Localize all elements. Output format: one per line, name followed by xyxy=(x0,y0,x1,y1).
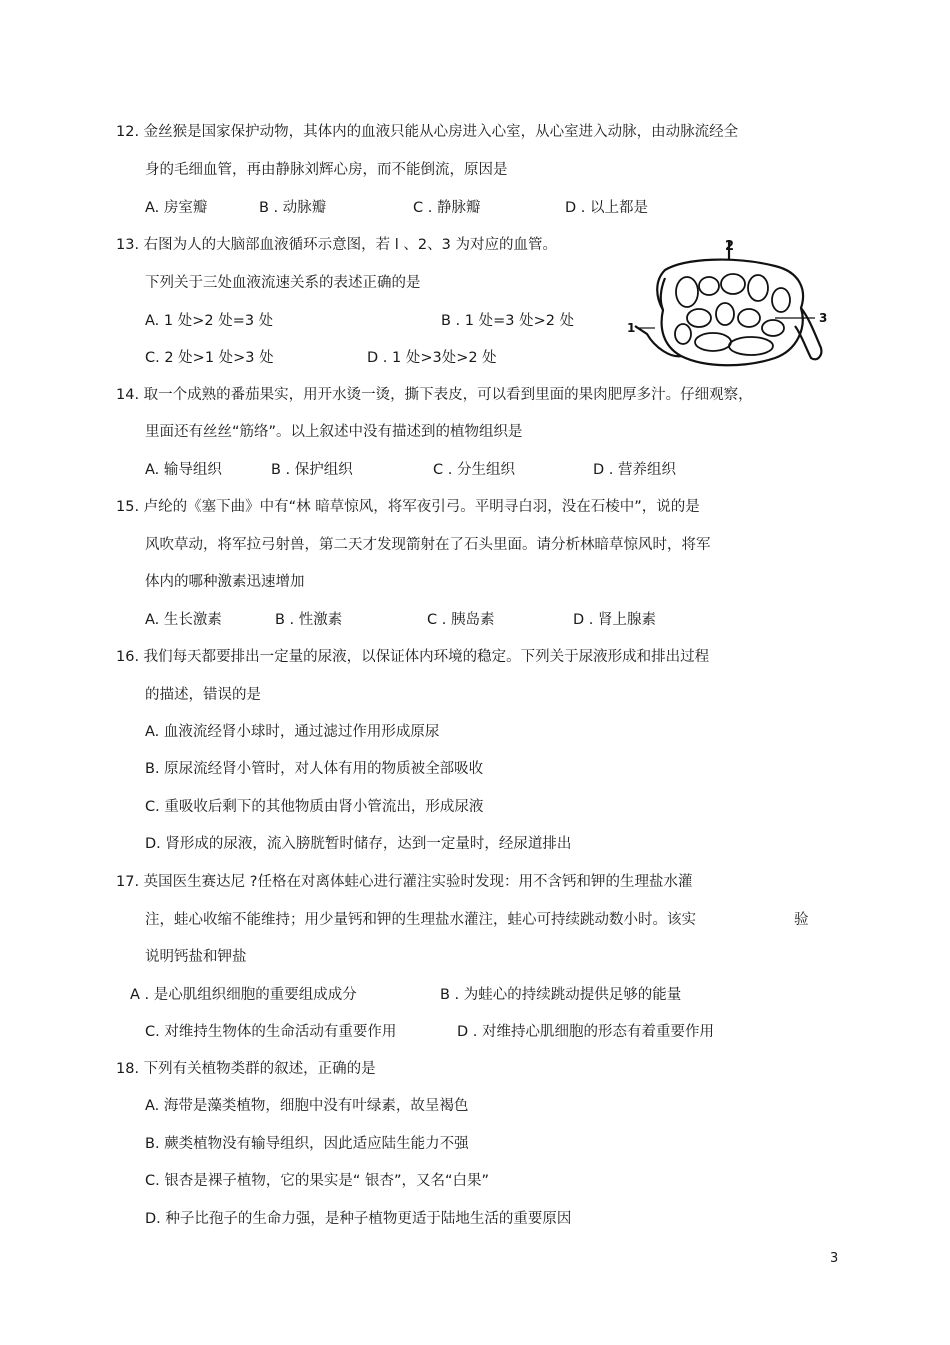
q18-option-b[interactable]: B. 蕨类植物没有输导组织，因此适应陆生能力不强 xyxy=(145,1136,469,1152)
q13-stem-line1: 13. 右图为人的大脑部血液循环示意图，若 l 、2、3 为对应的血管。 xyxy=(116,237,557,253)
q17-option-b[interactable]: B . 为蛙心的持续跳动提供足够的能量 xyxy=(440,987,682,1003)
q16-stem-line2: 的描述，错误的是 xyxy=(145,687,261,703)
q13-option-b[interactable]: B . 1 处=3 处>2 处 xyxy=(441,313,575,329)
figure-label-3: 3 xyxy=(819,311,828,325)
q15-option-b[interactable]: B . 性激素 xyxy=(275,612,343,628)
q17-options-row2 xyxy=(145,1022,745,1042)
q16-option-b[interactable]: B. 原尿流经肾小管时，对人体有用的物质被全部吸收 xyxy=(145,761,484,777)
q15-stem-line1: 15. 卢纶的《塞下曲》中有“林 暗草惊风，将军夜引弓。平明寻白羽，没在石棱中”，说的是 xyxy=(116,499,700,515)
q14-option-d[interactable]: D . 营养组织 xyxy=(593,462,676,478)
q12-stem-line2: 身的毛细血管，再由静脉刘辉心房，而不能倒流，原因是 xyxy=(145,162,508,178)
q16-option-d[interactable]: D. 肾形成的尿液，流入膀胱暂时储存，达到一定量时，经尿道排出 xyxy=(145,836,572,852)
q13-option-a[interactable]: A. 1 处>2 处=3 处 xyxy=(145,313,274,329)
q15-option-c[interactable]: C . 胰岛素 xyxy=(427,612,495,628)
q17-stem-line1: 17. 英国医生赛达尼 ?任格在对离体蛙心进行灌注实验时发现：用不含钙和钾的生理盐水灌 xyxy=(116,874,693,890)
q18-option-c[interactable]: C. 银杏是裸子植物，它的果实是“ 银杏”，又名“白果” xyxy=(145,1173,489,1189)
q12-options xyxy=(145,198,705,218)
q12-option-d[interactable]: D . 以上都是 xyxy=(565,200,648,216)
q16-stem-line1: 16. 我们每天都要排出一定量的尿液，以保证体内环境的稳定。下列关于尿液形成和排出过程 xyxy=(116,649,710,665)
q17-option-d[interactable]: D . 对维持心肌细胞的形态有着重要作用 xyxy=(457,1024,714,1040)
brain-circulation-figure xyxy=(625,238,835,380)
q14-option-b[interactable]: B . 保护组织 xyxy=(271,462,353,478)
q13-stem-line2: 下列关于三处血液流速关系的表述正确的是 xyxy=(145,275,421,291)
q16-option-c[interactable]: C. 重吸收后剩下的其他物质由肾小管流出，形成尿液 xyxy=(145,799,484,815)
figure-label-2: 2 xyxy=(725,239,735,254)
q17-stem-line2-tail: 验 xyxy=(794,912,809,928)
q14-option-c[interactable]: C . 分生组织 xyxy=(433,462,515,478)
figure-label-1: 1 xyxy=(627,321,636,335)
q18-stem-line1: 18. 下列有关植物类群的叙述，正确的是 xyxy=(116,1061,376,1077)
q15-stem-line2: 风吹草动，将军拉弓射兽，第二天才发现箭射在了石头里面。请分析林暗草惊风时，将军 xyxy=(145,537,711,553)
q17-stem-line3: 说明钙盐和钾盐 xyxy=(145,949,247,965)
q18-option-d[interactable]: D. 种子比孢子的生命力强，是种子植物更适于陆地生活的重要原因 xyxy=(145,1211,572,1227)
q17-option-a[interactable]: A . 是心肌组织细胞的重要组成成分 xyxy=(130,987,357,1003)
q17-options-row1 xyxy=(130,985,740,1005)
q13-options-row1 xyxy=(145,311,605,331)
q17-option-c[interactable]: C. 对维持生物体的生命活动有重要作用 xyxy=(145,1024,397,1040)
q15-options xyxy=(145,610,725,630)
q18-option-a[interactable]: A. 海带是藻类植物，细胞中没有叶绿素，故呈褐色 xyxy=(145,1098,469,1114)
q15-option-a[interactable]: A. 生长激素 xyxy=(145,612,222,628)
q12-option-c[interactable]: C . 静脉瓣 xyxy=(413,200,481,216)
q14-stem-line2: 里面还有丝丝“筋络”。以上叙述中没有描述到的植物组织是 xyxy=(145,424,523,440)
q14-stem-line1: 14. 取一个成熟的番茄果实，用开水烫一烫，撕下表皮，可以看到里面的果肉肥厚多汁。仔细观察， xyxy=(116,387,753,403)
page-number: 3 xyxy=(830,1251,839,1266)
q15-stem-line3: 体内的哪种激素迅速增加 xyxy=(145,574,305,590)
q13-options-row2 xyxy=(145,348,605,368)
q12-option-a[interactable]: A. 房室瓣 xyxy=(145,200,208,216)
q13-option-d[interactable]: D . 1 处>3处>2 处 xyxy=(367,350,497,366)
q17-stem-line2: 注，蛙心收缩不能维持；用少量钙和钾的生理盐水灌注，蛙心可持续跳动数小时。该实 xyxy=(145,912,696,928)
q12-option-b[interactable]: B . 动脉瓣 xyxy=(259,200,327,216)
q14-options xyxy=(145,460,725,480)
q16-option-a[interactable]: A. 血液流经肾小球时，通过滤过作用形成原尿 xyxy=(145,724,440,740)
q15-option-d[interactable]: D . 肾上腺素 xyxy=(573,612,656,628)
q14-option-a[interactable]: A. 输导组织 xyxy=(145,462,222,478)
q12-stem-line1: 12. 金丝猴是国家保护动物，其体内的血液只能从心房进入心室，从心室进入动脉，由动脉流经全 xyxy=(116,124,739,140)
q13-option-c[interactable]: C. 2 处>1 处>3 处 xyxy=(145,350,274,366)
